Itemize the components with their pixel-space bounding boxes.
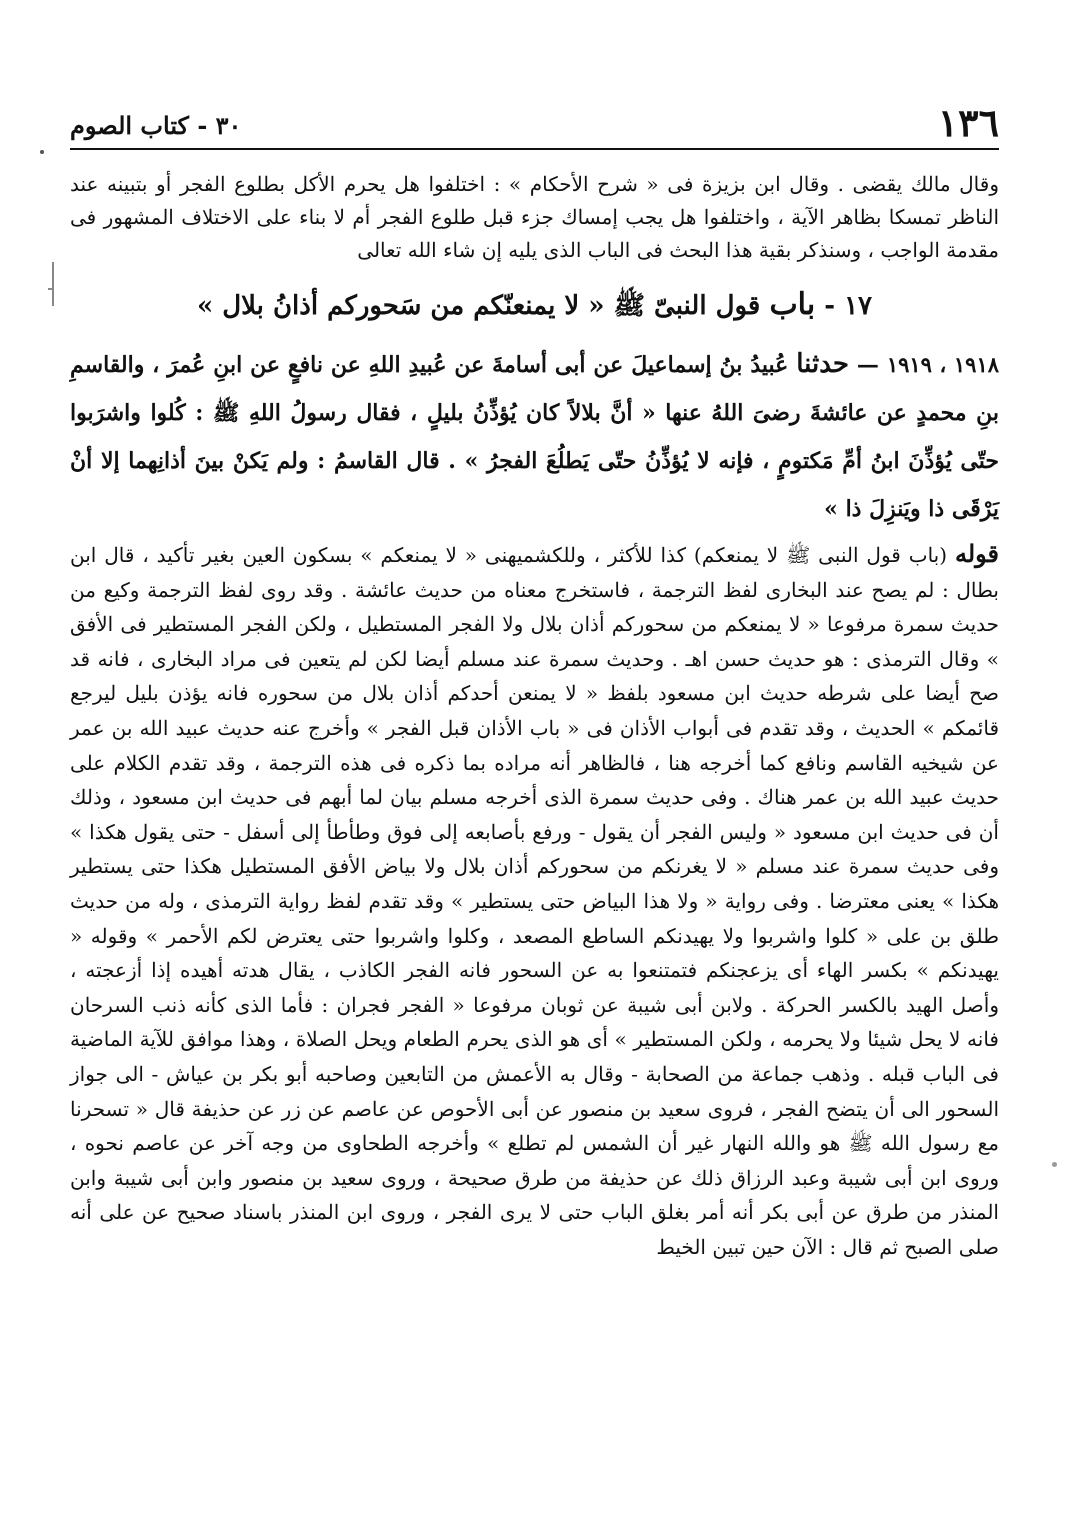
chapter-bab-word: باب: [769, 287, 816, 322]
chapter-title: قول النبىّ ﷺ « لا يمنعنّكم من سَحوركم أذانُ بلال »: [196, 291, 761, 321]
margin-speck: [48, 288, 54, 290]
hadith-numbers: ١٩١٨ ، ١٩١٩: [886, 352, 1000, 377]
page-header: [70, 90, 999, 150]
margin-speck: [52, 262, 54, 306]
intro-paragraph: وقال مالك يقضى . وقال ابن بزيزة فى « شرح الأحكام » : اختلفوا هل يحرم الأكل بطلوع الفجر أو بتبينه عند الناظر تمسكا بظاهر الآية ، واختلفوا هل يجب إمساك جزء قبل طلوع الفجر أم لا بناء على الاختلاف المشهور فى مقدمة الواجب ، وسنذكر بقية هذا البحث فى الباب الذى يليه إن شاء الله تعالى: [70, 172, 999, 262]
page-number: ١٣٦: [937, 100, 999, 145]
margin-speck: [40, 150, 44, 154]
chapter-heading: ١٧ - باب قول النبىّ ﷺ « لا يمنعنّكم من سَحوركم أذانُ بلال »: [196, 287, 873, 322]
margin-speck: [1052, 1162, 1057, 1167]
running-title: ٣٠ - كتاب الصوم: [70, 111, 242, 140]
haddathana-word: حدثنا: [796, 349, 849, 379]
hadith-text: عُبيدُ بنُ إسماعيلَ عن أبى أسامةَ عن عُبيدِ اللهِ عن نافعٍ عن ابنِ عُمرَ ، والقاسمِ بنِ محمدٍ عن عائشةَ رضىَ اللهُ عنها « أنَّ بلالاً كان يُؤذِّنُ بليلٍ ، فقال رسولُ اللهِ ﷺ : كُلوا واشرَبوا حتّى يُؤذِّنَ ابنُ أمِّ مَكتومٍ ، فإنه لا يُؤذِّنُ حتّى يَطلُعَ الفجرُ » . قال القاسمُ : ولم يَكنْ بينَ أذانِهما إلا أنْ يَرْقَى ذا ويَنزِلَ ذا »: [70, 352, 999, 522]
chapter-number: ١٧: [844, 291, 873, 321]
hadith-text-block: ١٩١٨ ، ١٩١٩ — حدثنا عُبيدُ بنُ إسماعيلَ عن أبى أسامةَ عن عُبيدِ اللهِ عن نافعٍ عن ابنِ عُمرَ ، والقاسمِ بنِ محمدٍ عن عائشةَ رضىَ اللهُ عنها « أنَّ بلالاً كان يُؤذِّنُ بليلٍ ، فقال رسولُ اللهِ ﷺ : كُلوا واشرَبوا حتّى يُؤذِّنَ ابنُ أمِّ مَكتومٍ ، فإنه لا يُؤذِّنُ حتّى يَطلُعَ الفجرُ » . قال القاسمُ : ولم يَكنْ بينَ أذانِهما إلا أنْ يَرْقَى ذا ويَنزِلَ ذا »: [70, 349, 1000, 522]
commentary-block: [70, 537, 999, 1264]
qawluh-word: قوله: [954, 539, 1000, 568]
commentary-text: (باب قول النبى ﷺ لا يمنعكم) كذا للأكثر ، وللكشميهنى « لا يمنعكم » بسكون العين بغير تأكيد ، قال ابن بطال : لم يصح عند البخارى لفظ الترجمة ، فاستخرج معناه من حديث عائشة . وقد روى لفظ الترجمة وكيع من حديث سمرة مرفوعا « لا يمنعكم من سحوركم أذان بلال ولا الفجر المستطيل ، ولكن الفجر المستطير فى الأفق » وقال الترمذى : هو حديث حسن اهـ . وحديث سمرة عند مسلم أيضا لكن لم يتعين فى مراد البخارى ، فانه قد صح أيضا على شرطه حديث ابن مسعود بلفظ « لا يمنعن أحدكم أذان بلال من سحوره فانه يؤذن بليل ليرجع قائمكم » الحديث ، وقد تقدم فى أبواب الأذان فى « باب الأذان قبل الفجر » وأخرج عنه حديث عبيد الله بن عمر عن شيخيه القاسم ونافع كما أخرجه هنا ، فالظاهر أنه مراده بما ذكره فى هذه الترجمة ، وقد تقدم الكلام على حديث عبيد الله بن عمر هناك . وفى حديث سمرة الذى أخرجه مسلم بيان لما أبهم فى حديث ابن مسعود ، وذلك أن فى حديث ابن مسعود « وليس الفجر أن يقول - ورفع بأصابعه إلى فوق وطأطأ إلى أسفل - حتى يقول هكذا » وفى حديث سمرة عند مسلم « لا يغرنكم من سحوركم أذان بلال ولا بياض الأفق المستطيل هكذا حتى يستطير هكذا » يعنى معترضا . وفى رواية « ولا هذا البياض حتى يستطير » وقد تقدم لفظ رواية الترمذى ، وله من حديث طلق بن على « كلوا واشربوا ولا يهيدنكم الساطع المصعد ، وكلوا واشربوا حتى يعترض لكم الأحمر » وقوله « يهيدنكم » بكسر الهاء أى يزعجنكم فتمتنعوا به عن السحور فانه الفجر الكاذب ، يقال هدته أهيده إذا أزعجته ، وأصل الهيد بالكسر الحركة . ولابن أبى شيبة عن ثوبان مرفوعا « الفجر فجران : فأما الذى كأنه ذنب السرحان فانه لا يحل شيئا ولا يحرمه ، ولكن المستطير » أى هو الذى يحرم الطعام ويحل الصلاة ، وهذا موافق للآية الماضية فى الباب قبله . وذهب جماعة من الصحابة - وقال به الأعمش من التابعين وصاحبه أبو بكر بن عياش - الى جواز السحور الى أن يتضح الفجر ، فروى سعيد بن منصور عن أبى الأحوص عن عاصم عن زر عن حذيفة قال « تسحرنا مع رسول الله ﷺ هو والله النهار غير أن الشمس لم تطلع » وأخرجه الطحاوى من وجه آخر عن عاصم نحوه ، وروى ابن أبى شيبة وعبد الرزاق ذلك عن حذيفة من طرق صحيحة ، وروى سعيد بن منصور وابن أبى شيبة وابن المنذر من طرق عن أبى بكر أنه أمر بغلق الباب حتى لا يرى الفجر ، وروى ابن المنذر باسناد صحيح عن على أنه صلى الصبح ثم قال : الآن حين تبين الخيط: [70, 543, 999, 1259]
